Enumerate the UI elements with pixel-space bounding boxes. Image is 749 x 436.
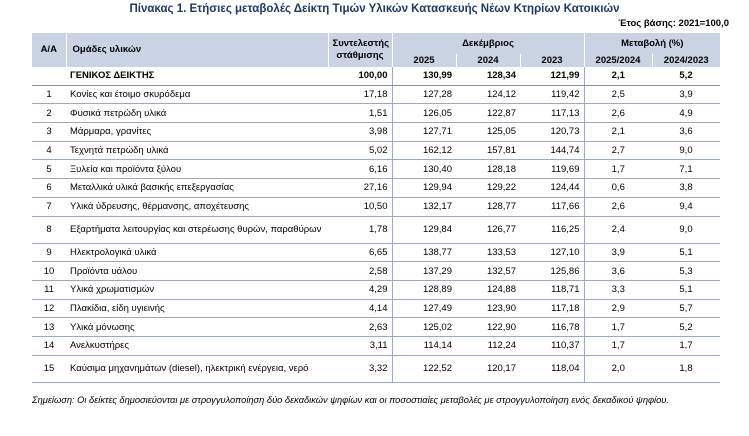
row-change-2024-2023: 5,2: [652, 318, 720, 337]
row-weight: 6,65: [328, 243, 392, 262]
row-number: 4: [32, 141, 66, 160]
table-row: [32, 179, 720, 198]
table-row: [32, 318, 720, 337]
row-number: 15: [32, 355, 66, 382]
row-label: Ξυλεία και προϊόντα ξύλου: [66, 160, 328, 179]
row-value-2024: 129,22: [456, 179, 520, 198]
table-row: [32, 104, 720, 123]
row-value-2025: 126,05: [392, 104, 456, 123]
header-aa: Α/Α: [32, 33, 66, 67]
row-value-2023: 144,74: [520, 141, 584, 160]
row-weight: 2,58: [328, 262, 392, 281]
row-label: Κονίες και έτοιμο σκυρόδεμα: [66, 85, 328, 104]
row-value-2025: 114,14: [392, 336, 456, 355]
row-value-2025: 122,52: [392, 355, 456, 382]
row-label: Καύσιμα μηχανημάτων (diesel), ηλεκτρική ενέργεια, νερό: [66, 355, 328, 382]
row-label: Υλικά ύδρευσης, θέρμανσης, αποχέτευσης: [66, 197, 328, 216]
general-index-row: [32, 67, 720, 85]
row-change-2025-2024: 1,7: [584, 336, 652, 355]
row-value-2024: 132,57: [456, 262, 520, 281]
row-change-2024-2023: 9,0: [652, 141, 720, 160]
base-year-label: Έτος βάσης: 2021=100,0: [618, 18, 729, 29]
header-year-2025: 2025: [392, 54, 456, 67]
row-value-2025: 129,94: [392, 179, 456, 198]
row-label: Πλακίδια, είδη υγιεινής: [66, 299, 328, 318]
row-weight: 17,18: [328, 85, 392, 104]
row-number: 3: [32, 123, 66, 142]
row-value-2024: 122,90: [456, 318, 520, 337]
row-value-2024: 112,24: [456, 336, 520, 355]
row-value-2025: 129,84: [392, 216, 456, 243]
row-weight: 6,16: [328, 160, 392, 179]
table-row: [32, 262, 720, 281]
row-value-2025: 127,49: [392, 299, 456, 318]
general-weight: 100,00: [328, 67, 392, 85]
row-weight: 3,98: [328, 123, 392, 142]
row-number: 8: [32, 216, 66, 243]
row-number: 2: [32, 104, 66, 123]
row-label: Ανελκυστήρες: [66, 336, 328, 355]
header-change-2024-2023: 2024/2023: [652, 54, 720, 67]
row-change-2024-2023: 1,7: [652, 336, 720, 355]
general-2023: 121,99: [520, 67, 584, 85]
row-change-2024-2023: 9,0: [652, 216, 720, 243]
row-number: 12: [32, 299, 66, 318]
row-value-2024: 125,05: [456, 123, 520, 142]
row-weight: 2,63: [328, 318, 392, 337]
table-row: [32, 336, 720, 355]
row-change-2024-2023: 1,8: [652, 355, 720, 382]
row-value-2023: 127,10: [520, 243, 584, 262]
row-value-2025: 127,28: [392, 85, 456, 104]
row-number: 5: [32, 160, 66, 179]
row-change-2025-2024: 2,9: [584, 299, 652, 318]
row-value-2024: 133,53: [456, 243, 520, 262]
row-value-2023: 117,66: [520, 197, 584, 216]
general-2025: 130,99: [392, 67, 456, 85]
row-change-2024-2023: 3,6: [652, 123, 720, 142]
row-label: Υλικά χρωματισμών: [66, 280, 328, 299]
general-change-1: 2,1: [584, 67, 652, 85]
row-label: Μάρμαρα, γρανίτες: [66, 123, 328, 142]
row-label: Μεταλλικά υλικά βασικής επεξεργασίας: [66, 179, 328, 198]
row-value-2024: 124,88: [456, 280, 520, 299]
header-change: Μεταβολή (%): [584, 33, 720, 54]
row-weight: 1,51: [328, 104, 392, 123]
table-row: [32, 243, 720, 262]
row-value-2024: 157,81: [456, 141, 520, 160]
row-number: 1: [32, 85, 66, 104]
row-change-2024-2023: 5,1: [652, 243, 720, 262]
row-change-2025-2024: 2,7: [584, 141, 652, 160]
row-change-2024-2023: 7,1: [652, 160, 720, 179]
row-value-2023: 125,86: [520, 262, 584, 281]
row-change-2024-2023: 4,9: [652, 104, 720, 123]
row-value-2023: 117,13: [520, 104, 584, 123]
row-value-2023: 117,18: [520, 299, 584, 318]
row-value-2023: 118,71: [520, 280, 584, 299]
row-change-2025-2024: 2,6: [584, 197, 652, 216]
table-row: [32, 123, 720, 142]
row-label: Ηλεκτρολογικά υλικά: [66, 243, 328, 262]
row-value-2024: 126,77: [456, 216, 520, 243]
row-weight: 3,32: [328, 355, 392, 382]
row-change-2024-2023: 5,3: [652, 262, 720, 281]
row-weight: 3,11: [328, 336, 392, 355]
row-value-2025: 128,89: [392, 280, 456, 299]
table-title: Πίνακας 1. Ετήσιες μεταβολές Δείκτη Τιμών Υλικών Κατασκευής Νέων Κτηρίων Κατοικιών: [129, 3, 620, 15]
row-change-2024-2023: 3,8: [652, 179, 720, 198]
header-change-2025-2024: 2025/2024: [584, 54, 652, 67]
row-value-2023: 110,37: [520, 336, 584, 355]
row-change-2025-2024: 3,9: [584, 243, 652, 262]
row-value-2025: 137,29: [392, 262, 456, 281]
row-value-2025: 132,17: [392, 197, 456, 216]
row-change-2025-2024: 2,4: [584, 216, 652, 243]
row-value-2023: 116,78: [520, 318, 584, 337]
row-change-2025-2024: 3,6: [584, 262, 652, 281]
row-label: Υλικά μόνωσης: [66, 318, 328, 337]
row-change-2025-2024: 2,0: [584, 355, 652, 382]
row-label: Εξαρτήματα λειτουργίας και στερέωσης θυρών, παραθύρων: [66, 216, 328, 243]
row-change-2024-2023: 5,1: [652, 280, 720, 299]
table-row: [32, 299, 720, 318]
table-row: [32, 280, 720, 299]
row-label: Προϊόντα υάλου: [66, 262, 328, 281]
row-value-2023: 120,73: [520, 123, 584, 142]
row-value-2023: 116,25: [520, 216, 584, 243]
row-change-2025-2024: 1,7: [584, 160, 652, 179]
row-weight: 4,14: [328, 299, 392, 318]
row-change-2025-2024: 2,5: [584, 85, 652, 104]
row-change-2024-2023: 5,7: [652, 299, 720, 318]
row-label: Τεχνητά πετρώδη υλικά: [66, 141, 328, 160]
row-value-2024: 128,77: [456, 197, 520, 216]
row-value-2024: 123,90: [456, 299, 520, 318]
row-label: Φυσικά πετρώδη υλικά: [66, 104, 328, 123]
row-weight: 5,02: [328, 141, 392, 160]
row-change-2025-2024: 3,3: [584, 280, 652, 299]
row-change-2025-2024: 2,6: [584, 104, 652, 123]
row-number: 10: [32, 262, 66, 281]
row-value-2025: 125,02: [392, 318, 456, 337]
row-value-2023: 119,69: [520, 160, 584, 179]
row-weight: 1,78: [328, 216, 392, 243]
row-change-2024-2023: 3,9: [652, 85, 720, 104]
row-change-2024-2023: 9,4: [652, 197, 720, 216]
table-row: [32, 355, 720, 382]
row-number: 13: [32, 318, 66, 337]
row-value-2024: 124,12: [456, 85, 520, 104]
header-year-2024: 2024: [456, 54, 520, 67]
footnote: Σημείωση: Οι δείκτες δημοσιεύονται με στρογγυλοποίηση δύο δεκαδικών ψηφίων και οι ποσοστιαίες μεταβολές με στρογγυλοποίηση ενός δεκαδικού ψηφίου.: [32, 395, 669, 405]
row-number: 9: [32, 243, 66, 262]
table-row: [32, 216, 720, 243]
table-row: [32, 85, 720, 104]
header-year-2023: 2023: [520, 54, 584, 67]
row-value-2024: 128,18: [456, 160, 520, 179]
table-row: [32, 160, 720, 179]
header-weight: [328, 33, 392, 67]
row-value-2025: 162,12: [392, 141, 456, 160]
row-value-2024: 122,87: [456, 104, 520, 123]
row-value-2024: 120,17: [456, 355, 520, 382]
table-row: [32, 197, 720, 216]
row-value-2025: 138,77: [392, 243, 456, 262]
row-change-2025-2024: 0,6: [584, 179, 652, 198]
header-weight-line1: Συντελεστής: [332, 38, 390, 49]
row-number: 11: [32, 280, 66, 299]
row-value-2025: 127,71: [392, 123, 456, 142]
row-value-2023: 119,42: [520, 85, 584, 104]
row-value-2023: 118,04: [520, 355, 584, 382]
general-change-2: 5,2: [652, 67, 720, 85]
header-weight-line2: στάθμισης: [336, 50, 384, 61]
row-value-2025: 130,40: [392, 160, 456, 179]
row-change-2025-2024: 2,1: [584, 123, 652, 142]
header-december: Δεκέμβριος: [392, 33, 584, 54]
row-value-2023: 124,44: [520, 179, 584, 198]
row-weight: 27,16: [328, 179, 392, 198]
table-row: [32, 141, 720, 160]
general-label: ΓΕΝΙΚΟΣ ΔΕΙΚΤΗΣ: [66, 67, 328, 85]
row-weight: 4,29: [328, 280, 392, 299]
header-group: Ομάδες υλικών: [66, 33, 328, 67]
row-weight: 10,50: [328, 197, 392, 216]
row-change-2025-2024: 1,7: [584, 318, 652, 337]
row-number: 6: [32, 179, 66, 198]
row-number: 7: [32, 197, 66, 216]
row-number: 14: [32, 336, 66, 355]
price-index-table: [32, 33, 720, 383]
general-2024: 128,34: [456, 67, 520, 85]
